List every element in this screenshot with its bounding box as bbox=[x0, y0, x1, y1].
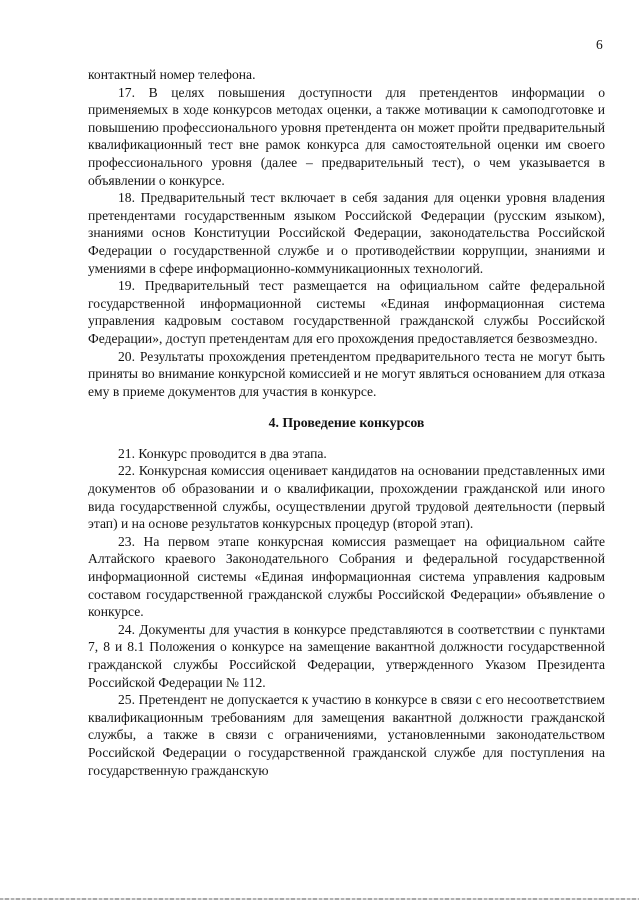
paragraph-19: 19. Предварительный тест размещается на официальном сайте федеральной государственной информационной системы «Единая информационная система управления кадровым составом государственной гражданской службы Российской Федерации», доступ претендентам для его прохождения предоставляется безвозмездно. bbox=[88, 278, 605, 346]
document-body bbox=[88, 66, 605, 779]
paragraph-23: 23. На первом этапе конкурсная комиссия размещает на официальном сайте Алтайского краевого Законодательного Собрания и федеральной государственной информационной системы «Единая информационная система управления кадровым составом государственной гражданской службы Российской Федерации» объявление о конкурсе. bbox=[88, 533, 605, 620]
page-number: 6 bbox=[596, 37, 603, 52]
section-heading: 4. Проведение конкурсов bbox=[268, 415, 425, 431]
paragraph-17: 17. В целях повышения доступности для претендентов информации о применяемых в ходе конкурсов методах оценки, а также мотивации к самоподготовке и повышению профессионального уровня претендента он может пройти предварительный квалификационный тест вне рамок конкурса для самостоятельной оценки им своего профессионального уровня (далее – предварительный тест), о чем указывается в объявлении о конкурсе. bbox=[88, 84, 605, 188]
paragraph-25: 25. Претендент не допускается к участию в конкурсе в связи с его несоответствием квалификационным требованиям для замещения вакантной должности гражданской службы, а также в связи с ограничениями, установленными законодательством Российской Федерации о государственной гражданской службе для поступления на государственную гражданскую bbox=[88, 692, 605, 778]
paragraph-18: 18. Предварительный тест включает в себя задания для оценки уровня владения претендентами государственным языком Российской Федерации (русским языком), знаниями основ Конституции Российской Федерации, законодательства Российской Федерации о государственной службе и о противодействии коррупции, знаниями и умениями в сфере информационно-коммуникационных технологий. bbox=[88, 190, 605, 276]
paragraph-21: 21. Конкурс проводится в два этапа. bbox=[118, 445, 327, 461]
paragraph-22: 22. Конкурсная комиссия оценивает кандидатов на основании представленных ими документов об образовании и о квалификации, прохождении гражданской или иного вида государственной службы, осуществлении другой трудовой деятельности (первый этап) и на основе результатов конкурсных процедур (второй этап). bbox=[88, 463, 605, 532]
paragraph-24: 24. Документы для участия в конкурсе представляются в соответствии с пунктами 7, 8 и 8.1 Положения о конкурсе на замещение вакантной должности государственной гражданской службы Российской Федерации, утвержденного Указом Президента Российской Федерации № 112. bbox=[88, 621, 605, 690]
scan-edge-artifact bbox=[0, 898, 639, 900]
paragraph-continuation: контактный номер телефона. bbox=[88, 67, 256, 82]
paragraph-20: 20. Результаты прохождения претендентом предварительного теста не могут быть приняты во внимание конкурсной комиссией и не могут являться основанием для отказа ему в приеме документов для участия в конкурсе. bbox=[88, 348, 605, 399]
